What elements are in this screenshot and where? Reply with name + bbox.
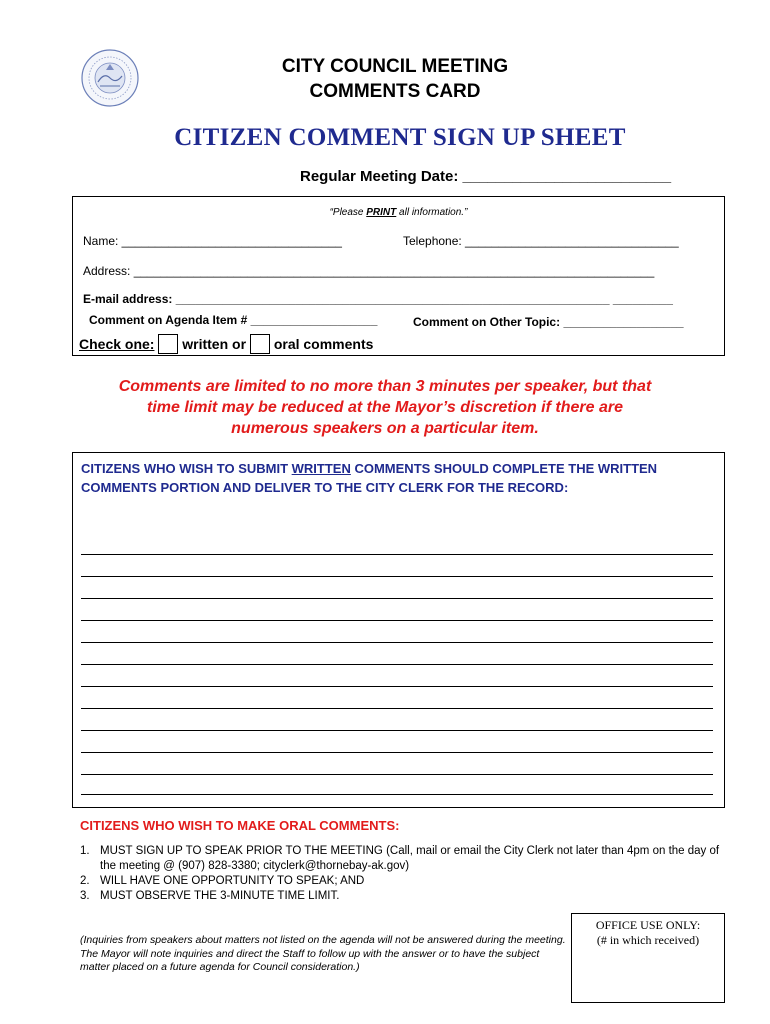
list-text: MUST OBSERVE THE 3-MINUTE TIME LIMIT.: [100, 890, 340, 902]
time-limit-line-3: numerous speakers on a particular item.: [231, 420, 539, 437]
written-checkbox[interactable]: [158, 334, 178, 354]
office-use-subtitle: (# in which received): [596, 933, 700, 947]
list-item: [80, 844, 730, 874]
comment-line[interactable]: [81, 752, 713, 753]
name-field[interactable]: Name: _________________________________: [83, 234, 342, 248]
written-option-label: written or: [182, 336, 247, 352]
check-one-label: Check one:: [79, 336, 155, 352]
print-note: [73, 207, 724, 218]
comment-type-row: [79, 334, 373, 356]
meeting-date-field[interactable]: [300, 168, 671, 185]
comment-line[interactable]: [81, 664, 713, 665]
list-item: [80, 874, 730, 889]
city-seal-icon: [80, 48, 140, 108]
written-emphasis: WRITTEN: [291, 461, 351, 476]
oral-comments-heading: CITIZENS WHO WISH TO MAKE ORAL COMMENTS:: [80, 818, 400, 833]
print-note-suffix: all information.”: [396, 207, 468, 218]
comment-line[interactable]: [81, 708, 713, 709]
page-title: CITIZEN COMMENT SIGN UP SHEET: [174, 124, 626, 151]
written-instructions-end: COMMENTS SHOULD COMPLETE THE WRITTEN COMMENTS PORTION AND DELIVER TO THE CITY CLERK FOR THE RECORD:: [81, 461, 658, 495]
comment-line[interactable]: [81, 620, 713, 621]
list-number: 3.: [80, 890, 90, 902]
comment-line[interactable]: [81, 554, 713, 555]
contact-info-box: [72, 196, 725, 356]
written-instructions-start: CITIZENS WHO WISH TO SUBMIT: [81, 461, 292, 476]
list-number: 2.: [80, 875, 90, 887]
meeting-date-blank[interactable]: _________________________: [462, 168, 672, 185]
list-text: MUST SIGN UP TO SPEAK PRIOR TO THE MEETING (Call, mail or email the City Clerk not later than 4pm on the day of the meeting @ (907) 828-3380; cityclerk@thornebay-ak.gov): [100, 845, 720, 872]
comment-line[interactable]: [81, 774, 713, 775]
comment-line[interactable]: [81, 642, 713, 643]
comment-line[interactable]: [81, 794, 713, 795]
meeting-date-label: Regular Meeting Date:: [300, 168, 459, 185]
comment-line[interactable]: [81, 730, 713, 731]
written-instructions: [81, 459, 711, 497]
list-number: 1.: [80, 845, 90, 857]
list-item: [80, 889, 730, 904]
address-field[interactable]: Address: ______________________________________________________________________________: [83, 264, 655, 278]
other-topic-field[interactable]: Comment on Other Topic: __________________: [413, 315, 684, 329]
office-use-box[interactable]: [571, 913, 725, 1003]
print-note-emphasis: PRINT: [366, 207, 397, 218]
oral-option-label: oral comments: [273, 336, 374, 352]
list-text: WILL HAVE ONE OPPORTUNITY TO SPEAK; AND: [100, 875, 365, 887]
card-header: [200, 54, 590, 104]
office-use-title: OFFICE USE ONLY:: [595, 918, 701, 932]
time-limit-notice: [60, 376, 710, 439]
written-comments-box: [72, 452, 725, 808]
email-field[interactable]: E-mail address: _________________________________________________________________ _________: [83, 292, 673, 306]
telephone-field[interactable]: Telephone: ________________________________: [403, 234, 679, 248]
comment-line[interactable]: [81, 576, 713, 577]
comment-line[interactable]: [81, 598, 713, 599]
comment-line[interactable]: [81, 686, 713, 687]
agenda-item-field[interactable]: Comment on Agenda Item # ___________________: [89, 313, 378, 327]
oral-checkbox[interactable]: [250, 334, 270, 354]
header-line-2: COMMENTS CARD: [309, 81, 481, 102]
header-line-1: CITY COUNCIL MEETING: [281, 56, 509, 77]
inquiry-note: (Inquiries from speakers about matters not listed on the agenda will not be answered during the meeting. The Mayor will note inquiries and direct the Staff to follow up with the answer or to have the subject matter placed on a future agenda for Council consideration.): [80, 934, 566, 973]
time-limit-line-1: Comments are limited to no more than 3 minutes per speaker, but that: [118, 378, 652, 395]
print-note-prefix: “Please: [329, 207, 367, 218]
oral-requirements-list: [80, 844, 730, 904]
time-limit-line-2: time limit may be reduced at the Mayor’s discretion if there are: [146, 399, 623, 416]
